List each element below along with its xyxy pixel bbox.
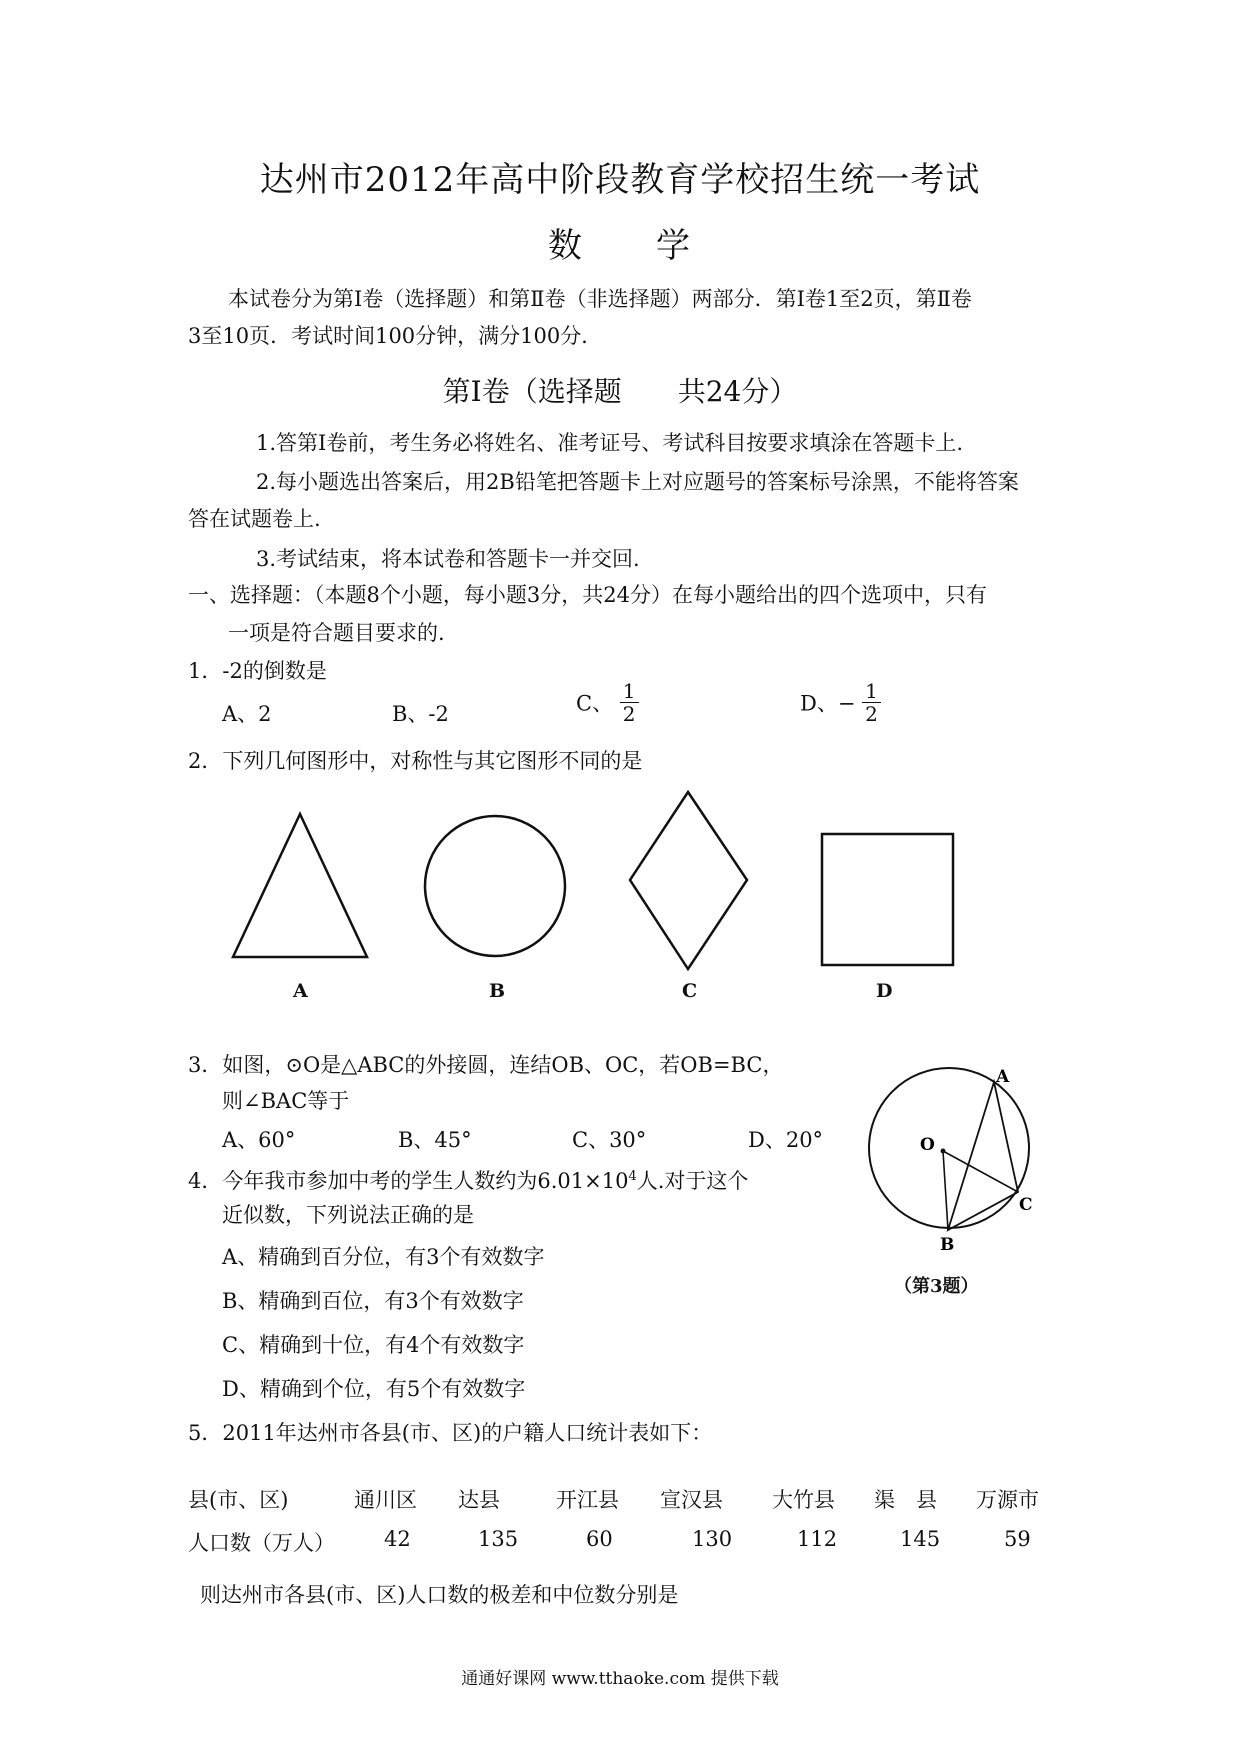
- q4-stem-suffix: 人.对于这个: [636, 1169, 749, 1193]
- table-district: 渠 县: [874, 1488, 937, 1512]
- q4-stem-line-1: [188, 1162, 748, 1196]
- q2-label-d: D: [876, 980, 893, 1002]
- circumcircle-shape: [869, 1068, 1029, 1228]
- exam-title: 达州市2012年高中阶段教育学校招生统一考试: [259, 160, 981, 200]
- part-heading-line-2: 一项是符合题目要求的.: [228, 621, 445, 645]
- footer-text: 通通好课网 www.tthaoke.com 提供下载: [461, 1669, 779, 1689]
- table-district: 宣汉县: [660, 1488, 723, 1512]
- q1-option-c: [576, 680, 639, 725]
- table-population: 60: [586, 1527, 613, 1551]
- table-district: 大竹县: [772, 1488, 835, 1512]
- table-population: 42: [384, 1527, 411, 1551]
- rhombus-shape: [630, 792, 747, 969]
- table-population: 59: [1004, 1527, 1031, 1551]
- q1-option-d: [800, 680, 881, 725]
- q1-option-b: B、-2: [392, 702, 449, 726]
- q4-option-d: D、精确到个位，有5个有效数字: [222, 1377, 526, 1401]
- q4-stem-line-2: 近似数，下列说法正确的是: [222, 1203, 474, 1227]
- q1-option-d-prefix: D、−: [800, 691, 856, 716]
- q3-option-d: D、20°: [748, 1128, 824, 1152]
- q4-stem-prefix: 4．今年我市参加中考的学生人数约为: [188, 1169, 538, 1193]
- note-2-cont: 答在试题卷上.: [188, 507, 321, 531]
- subject-title: 数 学: [548, 226, 692, 266]
- table-header-district: 县(市、区): [188, 1488, 289, 1512]
- note-1: 1.答第Ⅰ卷前，考生务必将姓名、准考证号、考试科目按要求填涂在答题卡上.: [256, 431, 964, 455]
- q1-option-d-fraction: [862, 680, 881, 725]
- table-population: 135: [478, 1527, 519, 1551]
- q2-figures: [0, 780, 1240, 1010]
- q5-question: 则达州市各县(市、区)人口数的极差和中位数分别是: [200, 1583, 679, 1607]
- note-3: 3.考试结束，将本试卷和答题卡一并交回.: [256, 547, 640, 571]
- q1-option-c-prefix: C、: [576, 691, 614, 716]
- table-district: 万源市: [976, 1488, 1039, 1512]
- triangle-shape: [233, 814, 367, 957]
- q4-option-a: A、精确到百分位，有3个有效数字: [222, 1245, 545, 1269]
- point-o-label: O: [920, 1135, 935, 1155]
- table-header-population: 人口数（万人）: [188, 1531, 335, 1555]
- q4-exponent: 4: [628, 1169, 637, 1184]
- table-district: 通川区: [354, 1488, 417, 1512]
- q1-option-c-numerator: 1: [620, 680, 639, 703]
- table-population: 112: [797, 1527, 838, 1551]
- point-a-label: A: [996, 1067, 1010, 1087]
- q1-option-d-numerator: 1: [862, 680, 881, 703]
- q3-figure: [860, 1060, 1040, 1260]
- table-district: 开江县: [556, 1488, 619, 1512]
- q2-label-b: B: [489, 980, 506, 1002]
- circle-shape: [425, 816, 565, 956]
- point-c-label: C: [1019, 1195, 1033, 1215]
- intro-line-1: 本试卷分为第Ⅰ卷（选择题）和第Ⅱ卷（非选择题）两部分．第Ⅰ卷1至2页，第Ⅱ卷: [228, 287, 972, 311]
- note-2: 2.每小题选出答案后，用2B铅笔把答题卡上对应题号的答案标号涂黑，不能将答案: [256, 470, 1019, 494]
- q2-label-c: C: [682, 980, 698, 1002]
- q1-option-c-fraction: [620, 680, 639, 725]
- square-shape: [822, 834, 953, 965]
- q4-number: 6.01×10: [537, 1169, 629, 1193]
- q5-stem: 5．2011年达州市各县(市、区)的户籍人口统计表如下：: [188, 1421, 713, 1445]
- center-point-o: [941, 1149, 946, 1154]
- q3-option-c: C、30°: [572, 1128, 647, 1152]
- part-heading-line-1: 一、选择题：（本题8个小题，每小题3分，共24分）在每小题给出的四个选项中，只有: [188, 583, 987, 607]
- q2-stem: 2．下列几何图形中，对称性与其它图形不同的是: [188, 749, 643, 773]
- table-district: 达县: [458, 1488, 500, 1512]
- q1-option-a: A、2: [222, 702, 272, 726]
- table-population: 145: [900, 1527, 941, 1551]
- section-1-title: 第Ⅰ卷（选择题 共24分）: [442, 375, 798, 408]
- q3-stem-line-1: 3．如图，⊙O是△ABC的外接圆，连结OB、OC，若OB=BC，: [188, 1053, 784, 1077]
- q3-stem-line-2: 则∠BAC等于: [222, 1089, 350, 1113]
- q3-figure-caption: （第3题）: [894, 1276, 979, 1297]
- point-b-label: B: [940, 1235, 955, 1255]
- segment-oc: [943, 1151, 1018, 1192]
- q4-option-b: B、精确到百位，有3个有效数字: [222, 1289, 524, 1313]
- q3-option-b: B、45°: [398, 1128, 472, 1152]
- intro-line-2: 3至10页．考试时间100分钟，满分100分．: [188, 324, 603, 348]
- triangle-abc-shape: [948, 1082, 1018, 1230]
- q3-option-a: A、60°: [222, 1128, 296, 1152]
- table-population: 130: [692, 1527, 733, 1551]
- segment-ob: [943, 1151, 948, 1230]
- q1-option-c-denominator: 2: [622, 702, 636, 726]
- q2-label-a: A: [293, 980, 308, 1002]
- q4-option-c: C、精确到十位，有4个有效数字: [222, 1333, 525, 1357]
- q1-stem: 1．-2的倒数是: [188, 659, 327, 683]
- q1-option-d-denominator: 2: [865, 702, 878, 726]
